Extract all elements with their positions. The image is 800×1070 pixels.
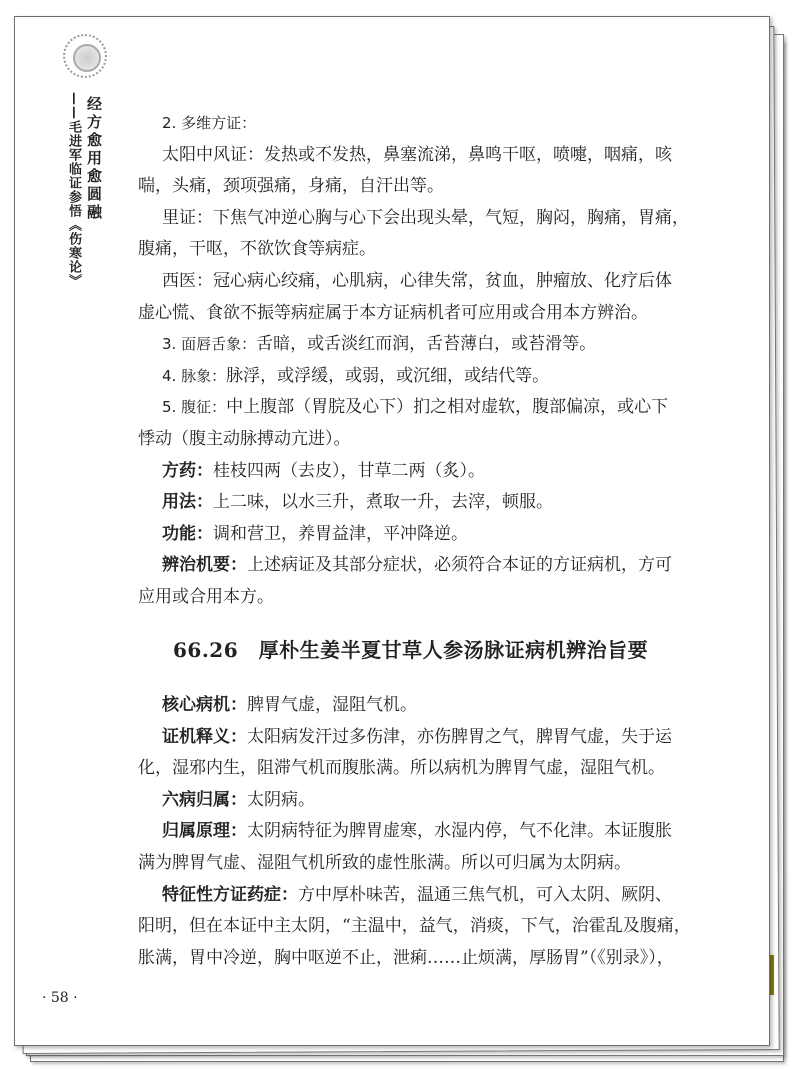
paragraph-label: 2. 多维方证： <box>162 114 257 132</box>
paragraph-label: 功能： <box>162 523 213 544</box>
paragraph-text: 脾胃气虚，湿阻气机。 <box>247 695 417 715</box>
paragraph-text: 悸动（腹主动脉搏动亢进）。 <box>138 429 351 449</box>
paragraph-line <box>162 554 672 576</box>
paragraph-line <box>162 726 672 748</box>
paragraph-text: 喘，头痛，颈项强痛，身痛，自汗出等。 <box>138 176 444 197</box>
paragraph-label: 核心病机： <box>162 695 247 715</box>
paragraph-line <box>162 789 662 811</box>
paragraph-line <box>162 523 662 545</box>
paragraph-label: 3. 面唇舌象： <box>162 335 257 354</box>
paragraph-line <box>162 820 672 842</box>
paragraph-text: 方中厚朴味苦，温通三焦气机，可入太阴、厥阴、 <box>298 884 672 905</box>
paragraph-line <box>138 175 662 197</box>
paragraph-label: 5. 腹征： <box>162 398 227 417</box>
paragraph-label: 归属原理： <box>162 821 247 842</box>
paragraph-line <box>162 694 662 716</box>
paragraph-line <box>138 586 662 608</box>
paragraph-text: 调和营卫，养胃益津，平冲降逆。 <box>213 523 468 544</box>
paragraph-label: 辨治机要： <box>162 555 247 576</box>
paragraph-line <box>162 396 669 418</box>
paragraph-line <box>162 884 672 906</box>
paragraph-text: 虚心慌、食欲不振等病症属于本方证病机者可应用或合用本方辨治。 <box>138 302 648 323</box>
paragraph-text: 里证：下焦气冲逆心胸与心下会出现头晕，气短，胸闷，胸痛，胃痛， <box>162 207 689 228</box>
paragraph-line <box>162 144 672 166</box>
paragraph-label: 特征性方证药症： <box>162 884 298 905</box>
paragraph-text: 太阳中风证：发热或不发热，鼻塞流涕，鼻鸣干呕，喷嚏，咽痛，咳 <box>162 144 672 165</box>
paragraph-label: 证机释义： <box>162 726 247 747</box>
paragraph-text: 西医：冠心病心绞痛，心肌病，心律失常，贫血，肿瘤放、化疗后体 <box>162 271 672 291</box>
paragraph-text: 阳明，但在本证中主太阴，“主温中，益气，消痰，下气，治霍乱及腹痛， <box>138 916 691 937</box>
book-title: ——毛进军临证参悟《伤寒论》 <box>66 92 81 288</box>
paragraph-line <box>162 333 662 355</box>
page-number: · 58 · <box>42 990 78 1006</box>
paragraph-label: 4. 脉象： <box>162 366 227 385</box>
paragraph-label: 用法： <box>162 492 213 513</box>
paragraph-text: 太阴病。 <box>247 789 315 810</box>
paragraph-text: 舌暗，或舌淡红而润，舌苔薄白，或苔滑等。 <box>256 334 597 355</box>
paragraph-line <box>162 207 689 229</box>
paragraph-text: 脉浮，或浮缓，或弱，或沉细，或结代等。 <box>226 365 550 386</box>
paragraph-text: 胀满，胃中冷逆，胸中呕逆不止，泄痢……止烦满，厚肠胃”（《别录》）， <box>138 947 674 968</box>
paragraph-line <box>138 852 662 874</box>
paragraph-line <box>162 270 672 292</box>
paragraph-label: 方药： <box>162 460 213 481</box>
paragraph-text: 中上腹部（胃脘及心下）扪之相对虚软，腹部偏凉，或心下 <box>226 397 669 418</box>
paragraph-line <box>138 302 662 324</box>
section-heading: 66.26 厚朴生姜半夏甘草人参汤脉证病机辨治旨要 <box>173 638 649 662</box>
paragraph-text: 太阴病特征为脾胃虚寒，水湿内停，气不化津。本证腹胀 <box>247 821 672 842</box>
paragraph-line <box>138 428 662 450</box>
paragraph-line <box>138 947 674 969</box>
paragraph-line <box>162 365 662 387</box>
paragraph-text: 应用或合用本方。 <box>138 587 274 607</box>
paragraph-text: 太阳病发汗过多伤津，亦伤脾胃之气，脾胃气虚，失于运 <box>247 726 672 747</box>
paragraph-text: 桂枝四两（去皮），甘草二两（炙）。 <box>213 460 485 481</box>
paragraph-text: 上述病证及其部分症状，必须符合本证的方证病机，方可 <box>247 555 672 576</box>
paragraph-line <box>162 491 662 513</box>
paragraph-line <box>162 112 662 134</box>
paragraph-text: 上二味，以水三升，煮取一升，去滓，顿服。 <box>213 492 553 513</box>
paragraph-text: 化，湿邪内生，阻滞气机而腹胀满。所以病机为脾胃气虚，湿阻气机。 <box>138 758 665 779</box>
paragraph-text: 腹痛，干呕，不欲饮食等病症。 <box>138 239 376 260</box>
paragraph-line <box>138 238 662 260</box>
paragraph-label: 六病归属： <box>162 789 247 810</box>
seal-logo <box>63 34 107 78</box>
paragraph-line <box>138 757 665 779</box>
paragraph-line <box>162 460 662 482</box>
paragraph-text: 满为脾胃气虚、湿阻气机所致的虚性胀满。所以可归属为太阴病。 <box>138 853 631 873</box>
series-title: 经方愈用愈圆融 <box>85 96 103 222</box>
paragraph-line <box>138 915 691 937</box>
